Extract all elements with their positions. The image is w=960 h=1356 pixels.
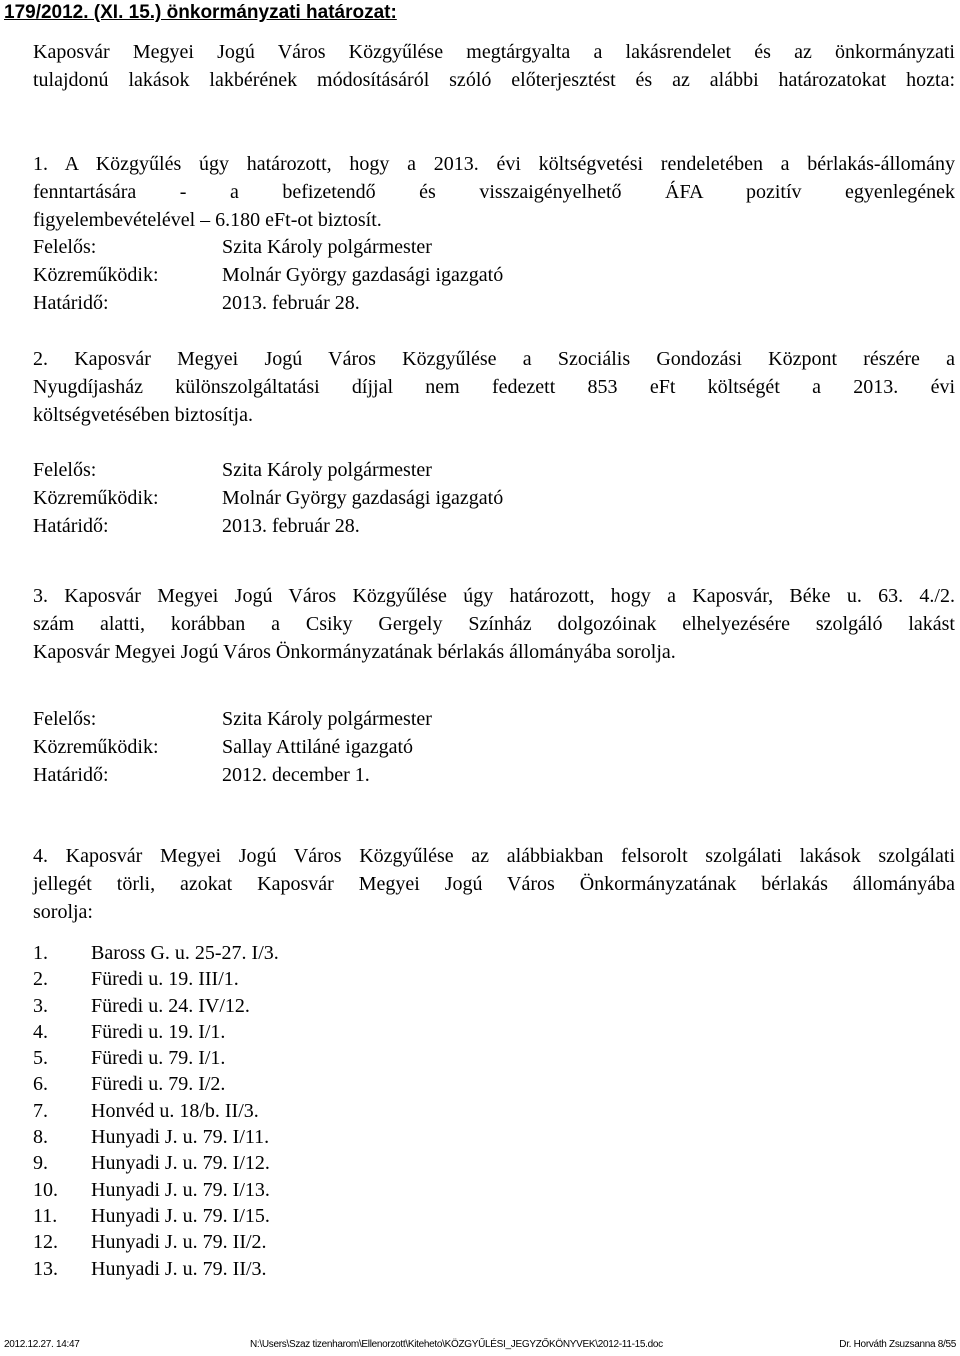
responsible-value: Szita Károly polgármester <box>222 708 432 730</box>
resolution-item-3 <box>33 582 955 666</box>
resolution-item-1 <box>33 150 955 234</box>
list-item-address: Füredi u. 79. I/2. <box>91 1073 226 1096</box>
list-item-address: Honvéd u. 18/b. II/3. <box>91 1099 259 1122</box>
footer-date: 2012.12.27. 14:47 <box>4 1339 80 1350</box>
list-item-address: Füredi u. 79. I/1. <box>91 1047 226 1070</box>
list-item-number: 8. <box>33 1126 48 1149</box>
contributor-label: Közreműködik: <box>33 487 159 509</box>
list-item-address: Hunyadi J. u. 79. I/12. <box>91 1152 270 1175</box>
item-line: fenntartására - a befizetendő és visszaigényelhető ÁFA pozitív egyenlegének <box>33 181 955 203</box>
list-item-number: 3. <box>33 994 48 1017</box>
responsible-label: Felelős: <box>33 459 97 481</box>
list-item-address: Hunyadi J. u. 79. II/3. <box>91 1257 267 1280</box>
list-item-number: 6. <box>33 1073 48 1096</box>
list-item-number: 13. <box>33 1257 58 1280</box>
responsible-value: Szita Károly polgármester <box>222 459 432 481</box>
item-line: 3. Kaposvár Megyei Jogú Város Közgyűlése úgy határozott, hogy a Kaposvár, Béke u. 63. 4./2. <box>33 585 955 607</box>
deadline-label: Határidő: <box>33 515 109 537</box>
deadline-value: 2012. december 1. <box>222 764 370 786</box>
list-item-address: Hunyadi J. u. 79. I/15. <box>91 1204 270 1227</box>
deadline-label: Határidő: <box>33 764 109 786</box>
responsible-label: Felelős: <box>33 236 97 258</box>
list-item-number: 12. <box>33 1231 58 1254</box>
contributor-value: Molnár György gazdasági igazgató <box>222 264 504 286</box>
list-item-address: Hunyadi J. u. 79. II/2. <box>91 1231 267 1254</box>
item-line: Kaposvár Megyei Jogú Város Önkormányzatának bérlakás állományába sorolja. <box>33 641 676 663</box>
deadline-value: 2013. február 28. <box>222 515 360 537</box>
list-item-address: Füredi u. 24. IV/12. <box>91 994 250 1017</box>
item-line: sorolja: <box>33 901 93 923</box>
item-line: szám alatti, korábban a Csiky Gergely Színház dolgozóinak elhelyezésére szolgáló lakást <box>33 613 955 635</box>
list-item-number: 5. <box>33 1047 48 1070</box>
list-item-address: Füredi u. 19. III/1. <box>91 968 239 991</box>
item-line: Nyugdíjasház különszolgáltatási díjjal nem fedezett 853 eFt költségét a 2013. évi <box>33 376 955 398</box>
deadline-label: Határidő: <box>33 292 109 314</box>
responsible-value: Szita Károly polgármester <box>222 236 432 258</box>
contributor-label: Közreműködik: <box>33 736 159 758</box>
list-item-address: Baross G. u. 25-27. I/3. <box>91 942 279 964</box>
resolution-title: 179/2012. (XI. 15.) önkormányzati határozat: <box>4 2 397 23</box>
responsible-label: Felelős: <box>33 708 97 730</box>
intro-paragraph <box>33 38 955 94</box>
item-line: 1. A Közgyűlés úgy határozott, hogy a 2013. évi költségvetési rendeletében a bérlakás-állomány <box>33 153 955 175</box>
footer-author-page: Dr. Horváth Zsuzsanna 8/55 <box>839 1339 956 1350</box>
list-item-number: 4. <box>33 1020 48 1043</box>
intro-line: tulajdonú lakások lakbérének módosításáról szóló előterjesztést és az alábbi határozatokat hozta: <box>33 69 955 91</box>
page-footer <box>4 1338 956 1352</box>
item-line: 4. Kaposvár Megyei Jogú Város Közgyűlése az alábbiakban felsorolt szolgálati lakások szolgálati <box>33 845 955 867</box>
deadline-value: 2013. február 28. <box>222 292 360 314</box>
item-line: költségvetésében biztosítja. <box>33 404 253 426</box>
contributor-label: Közreműködik: <box>33 264 159 286</box>
contributor-value: Molnár György gazdasági igazgató <box>222 487 504 509</box>
item-line: figyelembevételével – 6.180 eFt-ot biztosít. <box>33 209 382 231</box>
list-item-number: 7. <box>33 1099 48 1122</box>
resolution-item-4 <box>33 842 955 926</box>
list-item-number: 11. <box>33 1204 58 1227</box>
list-item-number: 2. <box>33 968 48 991</box>
list-item-address: Hunyadi J. u. 79. I/13. <box>91 1178 270 1201</box>
list-item-number: 1. <box>33 942 48 964</box>
item-line: 2. Kaposvár Megyei Jogú Város Közgyűlése a Szociális Gondozási Központ részére a <box>33 348 955 370</box>
list-item-number: 10. <box>33 1178 58 1201</box>
list-item-address: Hunyadi J. u. 79. I/11. <box>91 1126 270 1149</box>
resolution-item-2 <box>33 345 955 429</box>
list-item-address: Füredi u. 19. I/1. <box>91 1020 226 1043</box>
contributor-value: Sallay Attiláné igazgató <box>222 736 414 758</box>
intro-line: Kaposvár Megyei Jogú Város Közgyűlése megtárgyalta a lakásrendelet és az önkormányzati <box>33 41 955 63</box>
item-line: jellegét törli, azokat Kaposvár Megyei Jogú Város Önkormányzatának bérlakás állományába <box>33 873 955 895</box>
list-item-number: 9. <box>33 1152 48 1175</box>
footer-file-path: N:\Users\Szaz tizenharom\Ellenorzott\Kiteheto\KÖZGYŰLÉSI_JEGYZŐKÖNYVEK\2012-11-15.doc <box>250 1339 663 1350</box>
